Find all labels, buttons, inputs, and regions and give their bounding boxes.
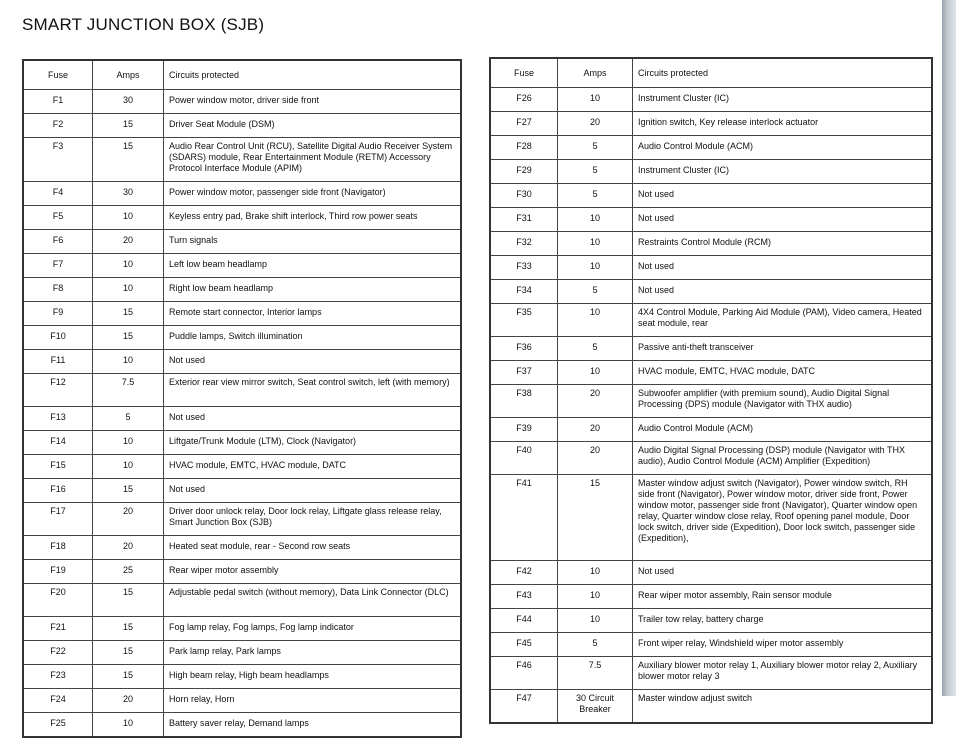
circuits-cell: Power window motor, driver side front [164, 90, 462, 114]
fuse-cell: F32 [490, 232, 558, 256]
fuse-cell: F34 [490, 280, 558, 304]
amps-cell: 15 [93, 641, 164, 665]
fuse-cell: F21 [23, 617, 93, 641]
amps-cell: 7.5 [93, 374, 164, 407]
table-row [23, 455, 461, 479]
circuits-cell: Instrument Cluster (IC) [633, 160, 933, 184]
fuse-cell: F46 [490, 657, 558, 690]
fuse-cell: F30 [490, 184, 558, 208]
fuse-cell: F27 [490, 112, 558, 136]
circuits-cell: Driver Seat Module (DSM) [164, 114, 462, 138]
circuits-cell: Audio Control Module (ACM) [633, 418, 933, 442]
amps-cell: 10 [93, 206, 164, 230]
table-row [490, 304, 932, 337]
amps-cell: 5 [558, 280, 633, 304]
amps-cell: 10 [558, 88, 633, 112]
circuits-cell: Not used [633, 208, 933, 232]
table-row [490, 256, 932, 280]
window-edge [942, 0, 956, 696]
fuse-cell: F35 [490, 304, 558, 337]
amps-cell: 10 [558, 256, 633, 280]
table-row [23, 689, 461, 713]
table-row [23, 326, 461, 350]
table-row [23, 206, 461, 230]
circuits-cell: Adjustable pedal switch (without memory), Data Link Connector (DLC) [164, 584, 462, 617]
fuse-cell: F22 [23, 641, 93, 665]
amps-cell: 30 [93, 90, 164, 114]
table-row [490, 88, 932, 112]
circuits-cell: Not used [164, 350, 462, 374]
fuse-cell: F12 [23, 374, 93, 407]
fuse-cell: F1 [23, 90, 93, 114]
circuits-cell: Left low beam headlamp [164, 254, 462, 278]
header-fuse: Fuse [23, 60, 93, 90]
header-circuits: Circuits protected [164, 60, 462, 90]
table-row [23, 182, 461, 206]
amps-cell: 5 [93, 407, 164, 431]
amps-cell: 15 [93, 665, 164, 689]
circuits-cell: Subwoofer amplifier (with premium sound), Audio Digital Signal Processing (DPS) module (Navigator with THX audio) [633, 385, 933, 418]
circuits-cell: Right low beam headlamp [164, 278, 462, 302]
header-amps: Amps [93, 60, 164, 90]
amps-cell: 5 [558, 160, 633, 184]
fuse-cell: F41 [490, 475, 558, 561]
table-row [23, 584, 461, 617]
table-row [23, 503, 461, 536]
table-row [23, 138, 461, 182]
fuse-cell: F47 [490, 690, 558, 724]
amps-cell: 20 [558, 385, 633, 418]
table-row [23, 536, 461, 560]
table-row [490, 633, 932, 657]
table-row [490, 361, 932, 385]
table-row [490, 657, 932, 690]
fuse-cell: F19 [23, 560, 93, 584]
table-row [23, 114, 461, 138]
fuse-cell: F11 [23, 350, 93, 374]
fuse-cell: F31 [490, 208, 558, 232]
circuits-cell: HVAC module, EMTC, HVAC module, DATC [164, 455, 462, 479]
amps-cell: 15 [93, 326, 164, 350]
amps-cell: 10 [558, 609, 633, 633]
table-row [490, 690, 932, 724]
amps-cell: 5 [558, 633, 633, 657]
amps-cell: 10 [558, 585, 633, 609]
table-row [23, 90, 461, 114]
fuse-cell: F29 [490, 160, 558, 184]
circuits-cell: Driver door unlock relay, Door lock relay, Liftgate glass release relay, Smart Junction Box (SJB) [164, 503, 462, 536]
table-row [23, 350, 461, 374]
header-fuse: Fuse [490, 58, 558, 88]
circuits-cell: Power window motor, passenger side front (Navigator) [164, 182, 462, 206]
amps-cell: 10 [93, 455, 164, 479]
table-row [23, 407, 461, 431]
amps-cell: 5 [558, 184, 633, 208]
amps-cell: 20 [558, 442, 633, 475]
circuits-cell: Instrument Cluster (IC) [633, 88, 933, 112]
amps-cell: 7.5 [558, 657, 633, 690]
circuits-cell: Passive anti-theft transceiver [633, 337, 933, 361]
circuits-cell: Master window adjust switch (Navigator), Power window switch, RH side front (Navigator), Power window motor, driver side front, Power window motor, passenger side front (Navigator), Quarter window open relay, Quarter window close relay, Roof opening panel module, Door lock switch, driver side (Expedition), Door lock switch, passenger side (Expedition), [633, 475, 933, 561]
fuse-table-left [22, 59, 462, 738]
circuits-cell: Not used [164, 479, 462, 503]
circuits-cell: Not used [164, 407, 462, 431]
table-row [490, 208, 932, 232]
circuits-cell: Heated seat module, rear - Second row seats [164, 536, 462, 560]
fuse-cell: F3 [23, 138, 93, 182]
amps-cell: 15 [93, 617, 164, 641]
circuits-cell: Battery saver relay, Demand lamps [164, 713, 462, 738]
table-row [490, 561, 932, 585]
fuse-cell: F37 [490, 361, 558, 385]
amps-cell: 20 [93, 536, 164, 560]
amps-cell: 20 [558, 112, 633, 136]
table-row [490, 160, 932, 184]
fuse-cell: F16 [23, 479, 93, 503]
amps-cell: 25 [93, 560, 164, 584]
circuits-cell: High beam relay, High beam headlamps [164, 665, 462, 689]
table-row [490, 418, 932, 442]
table-row [490, 280, 932, 304]
fuse-cell: F36 [490, 337, 558, 361]
table-row [23, 560, 461, 584]
table-header-row [490, 58, 932, 88]
circuits-cell: Rear wiper motor assembly [164, 560, 462, 584]
circuits-cell: Front wiper relay, Windshield wiper motor assembly [633, 633, 933, 657]
amps-cell: 15 [93, 302, 164, 326]
amps-cell: 10 [558, 208, 633, 232]
fuse-cell: F7 [23, 254, 93, 278]
fuse-cell: F28 [490, 136, 558, 160]
circuits-cell: Park lamp relay, Park lamps [164, 641, 462, 665]
table-row [490, 609, 932, 633]
table-row [23, 431, 461, 455]
circuits-cell: Restraints Control Module (RCM) [633, 232, 933, 256]
amps-cell: 10 [93, 431, 164, 455]
table-row [23, 713, 461, 738]
table-row [490, 232, 932, 256]
table-row [23, 254, 461, 278]
circuits-cell: 4X4 Control Module, Parking Aid Module (PAM), Video camera, Heated seat module, rear [633, 304, 933, 337]
circuits-cell: Audio Control Module (ACM) [633, 136, 933, 160]
table-row [490, 385, 932, 418]
circuits-cell: Audio Rear Control Unit (RCU), Satellite Digital Audio Receiver System (SDARS) module, Rear Entertainment Module (RETM) Accessory Protocol Interface Module (APIM) [164, 138, 462, 182]
fuse-cell: F24 [23, 689, 93, 713]
circuits-cell: Master window adjust switch [633, 690, 933, 724]
circuits-cell: Fog lamp relay, Fog lamps, Fog lamp indicator [164, 617, 462, 641]
amps-cell: 10 [558, 232, 633, 256]
amps-cell: 10 [93, 278, 164, 302]
circuits-cell: Not used [633, 256, 933, 280]
fuse-cell: F42 [490, 561, 558, 585]
amps-cell: 10 [558, 304, 633, 337]
circuits-cell: Auxiliary blower motor relay 1, Auxiliary blower motor relay 2, Auxiliary blower motor relay 3 [633, 657, 933, 690]
table-row [490, 184, 932, 208]
fuse-cell: F8 [23, 278, 93, 302]
amps-cell: 10 [558, 561, 633, 585]
table-row [23, 665, 461, 689]
fuse-cell: F9 [23, 302, 93, 326]
circuits-cell: Ignition switch, Key release interlock actuator [633, 112, 933, 136]
amps-cell: 5 [558, 136, 633, 160]
amps-cell: 20 [558, 418, 633, 442]
fuse-cell: F39 [490, 418, 558, 442]
amps-cell: 15 [93, 114, 164, 138]
fuse-cell: F2 [23, 114, 93, 138]
circuits-cell: Trailer tow relay, battery charge [633, 609, 933, 633]
fuse-cell: F38 [490, 385, 558, 418]
page-title: SMART JUNCTION BOX (SJB) [22, 15, 265, 34]
fuse-cell: F18 [23, 536, 93, 560]
fuse-cell: F4 [23, 182, 93, 206]
fuse-cell: F14 [23, 431, 93, 455]
amps-cell: 10 [93, 713, 164, 738]
fuse-cell: F10 [23, 326, 93, 350]
table-row [490, 337, 932, 361]
table-row [490, 442, 932, 475]
fuse-cell: F20 [23, 584, 93, 617]
table-row [23, 617, 461, 641]
circuits-cell: Remote start connector, Interior lamps [164, 302, 462, 326]
amps-cell: 15 [558, 475, 633, 561]
header-amps: Amps [558, 58, 633, 88]
amps-cell: 15 [93, 479, 164, 503]
amps-cell: 15 [93, 584, 164, 617]
table-row [23, 479, 461, 503]
table-row [490, 112, 932, 136]
amps-cell: 10 [93, 254, 164, 278]
amps-cell: 20 [93, 230, 164, 254]
circuits-cell: Liftgate/Trunk Module (LTM), Clock (Navigator) [164, 431, 462, 455]
fuse-cell: F45 [490, 633, 558, 657]
table-row [23, 230, 461, 254]
fuse-cell: F15 [23, 455, 93, 479]
table-row [23, 302, 461, 326]
table-header-row [23, 60, 461, 90]
circuits-cell: Not used [633, 561, 933, 585]
fuse-table-right [489, 57, 933, 724]
fuse-cell: F43 [490, 585, 558, 609]
fuse-cell: F40 [490, 442, 558, 475]
circuits-cell: Puddle lamps, Switch illumination [164, 326, 462, 350]
circuits-cell: Rear wiper motor assembly, Rain sensor module [633, 585, 933, 609]
fuse-cell: F33 [490, 256, 558, 280]
circuits-cell: Keyless entry pad, Brake shift interlock, Third row power seats [164, 206, 462, 230]
amps-cell: 15 [93, 138, 164, 182]
amps-cell: 30 [93, 182, 164, 206]
fuse-cell: F13 [23, 407, 93, 431]
circuits-cell: HVAC module, EMTC, HVAC module, DATC [633, 361, 933, 385]
circuits-cell: Not used [633, 280, 933, 304]
amps-cell: 10 [558, 361, 633, 385]
fuse-cell: F6 [23, 230, 93, 254]
circuits-cell: Turn signals [164, 230, 462, 254]
table-row [23, 374, 461, 407]
amps-cell: 20 [93, 689, 164, 713]
table-row [490, 136, 932, 160]
amps-cell: 10 [93, 350, 164, 374]
fuse-cell: F44 [490, 609, 558, 633]
fuse-cell: F17 [23, 503, 93, 536]
circuits-cell: Horn relay, Horn [164, 689, 462, 713]
table-row [23, 278, 461, 302]
fuse-cell: F23 [23, 665, 93, 689]
table-row [490, 475, 932, 561]
table-row [23, 641, 461, 665]
amps-cell: 20 [93, 503, 164, 536]
circuits-cell: Not used [633, 184, 933, 208]
amps-cell: 5 [558, 337, 633, 361]
fuse-cell: F5 [23, 206, 93, 230]
circuits-cell: Audio Digital Signal Processing (DSP) module (Navigator with THX audio), Audio Control Module (ACM) Amplifier (Expedition) [633, 442, 933, 475]
table-row [490, 585, 932, 609]
amps-cell: 30 Circuit Breaker [558, 690, 633, 724]
fuse-cell: F26 [490, 88, 558, 112]
circuits-cell: Exterior rear view mirror switch, Seat control switch, left (with memory) [164, 374, 462, 407]
header-circuits: Circuits protected [633, 58, 933, 88]
fuse-cell: F25 [23, 713, 93, 738]
